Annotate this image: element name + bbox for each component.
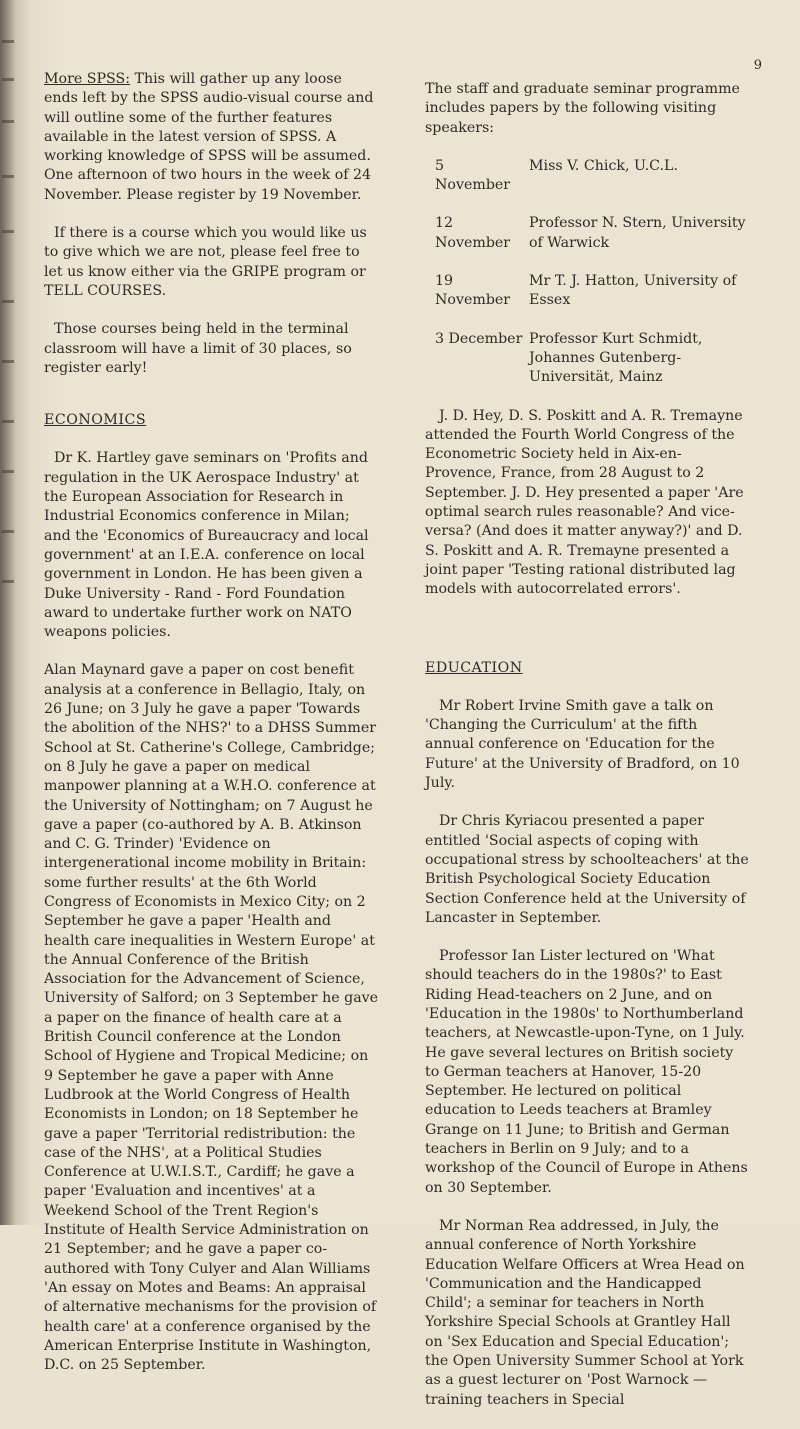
right-column [425, 80, 750, 1429]
more-spss-text: This will gather up any loose ends left by the SPSS audio-visual course and will outline some of the further features available in the latest version of SPSS. A working knowledge of SPSS will be assumed. One afternoon of two hours in the week of 24 November. Please register by 19 November. [44, 71, 374, 203]
hartley-paragraph: Dr K. Hartley gave seminars on 'Profits and regulation in the UK Aerospace Industry' at the European Association for Research in Industrial Economics conference in Milan; and the 'Economics of Bureaucracy and local government' at an I.E.A. conference on local government in London. He has been given a Duke University - Rand - Ford Foundation award to undertake further work on NATO weapons policies. [44, 450, 369, 641]
seminar-date: 5 November [435, 157, 511, 194]
left-column [44, 70, 379, 1394]
education-heading: EDUCATION [425, 659, 523, 676]
page-number: 9 [753, 58, 762, 73]
irvine-paragraph: Mr Robert Irvine Smith gave a talk on 'Changing the Curriculum' at the fifth annual conference on 'Education for the Future' at the University of Bradford, on 10 July. [425, 697, 740, 792]
seminar-row [425, 330, 750, 388]
seminar-row [425, 157, 750, 196]
maynard-paragraph: Alan Maynard gave a paper on cost benefit analysis at a conference in Bellagio, Italy, on 26 June; on 3 July he gave a paper 'Towards the abolition of the NHS?' to a DHSS Summer School at St. Catherine's College, Cambridge; on 8 July he gave a paper on medical manpower planning at a W.H.O. conference at the University of Nottingham; on 7 August he gave a paper (co-authored by A. B. Atkinson and C. G. Trinder) 'Evidence on intergenerational income mobility in Britain: some further results' at the 6th World Congress of Economists in Mexico City; on 2 September he gave a paper 'Health and health care inequalities in Western Europe' at the Annual Conference of the British Association for the Advancement of Science, University of Salford; on 3 September he gave a paper on the finance of health care at a British Council conference at the London School of Hygiene and Tropical Medicine; on 9 September he gave a paper with Anne Ludbrook at the World Congress of Health Economists in London; on 18 September he gave a paper 'Territorial redistribution: the case of the NHS', at a Political Studies Conference at U.W.I.S.T., Cardiff; he gave a paper 'Evaluation and incentives' at a Weekend School of the Trent Region's Institute of Health Service Administration on 21 September; and he gave a paper co-authored with Tony Culyer and Alan Williams 'An essay on Motes and Beams: An appraisal of alternative mechanisms for the provision of health care' at a conference organised by the American Enterprise Institute in Washington, D.C. on 25 September. [44, 662, 379, 1374]
seminar-speaker: Professor Kurt Schmidt, Johannes Gutenberg-Universität, Mainz [529, 330, 703, 386]
book-spine [0, 0, 22, 1225]
kyriacou-paragraph: Dr Chris Kyriacou presented a paper entitled 'Social aspects of coping with occupational stress by schoolteachers' at the British Psychological Society Education Section Conference held at the University of Lancaster in September. [425, 813, 749, 926]
seminar-date: 12 November [435, 215, 511, 251]
seminar-row [425, 214, 750, 253]
seminar-intro: The staff and graduate seminar programme includes papers by the following visiting speakers: [425, 81, 740, 136]
gripe-paragraph: If there is a course which you would like us to give which we are not, please feel free to let us know either via the GRIPE program or TELL COURSES. [44, 225, 367, 299]
seminar-list [425, 157, 750, 388]
seminar-row [425, 272, 750, 311]
economics-heading: ECONOMICS [44, 412, 147, 429]
more-spss-lead: More SPSS: [44, 71, 130, 87]
seminar-speaker: Mr T. J. Hatton, University of Essex [529, 273, 737, 309]
seminar-speaker: Miss V. Chick, U.C.L. [529, 157, 678, 174]
seminar-speaker: Professor N. Stern, University of Warwick [529, 215, 746, 251]
seminar-date: 19 November [435, 273, 511, 309]
lister-paragraph: Professor Ian Lister lectured on 'What should teachers do in the 1980s?' to East Riding Head-teachers on 2 June, and on 'Education in the 1980s' to Northumberland teachers, at Newcastle-upon-Tyne, on 1 July. He gave several lectures on British society to German teachers at Hanover, 15-20 September. He lectured on political education to Leeds teachers at Bramley Grange on 11 June; to British and German teachers in Berlin on 9 July; and to a workshop of the Council of Europe in Athens on 30 September. [425, 948, 748, 1196]
hey-paragraph: J. D. Hey, D. S. Poskitt and A. R. Tremayne attended the Fourth World Congress of the Econometric Society held in Aix-en-Provence, France, from 28 August to 2 September. J. D. Hey presented a paper 'Are optimal search rules reasonable? And vice-versa? (And does it matter anyway?)' and D. S. Poskitt and A. R. Tremayne presented a joint paper 'Testing rational distributed lag models with autocorrelated errors'. [425, 407, 744, 598]
rea-paragraph: Mr Norman Rea addressed, in July, the annual conference of North Yorkshire Education Welfare Officers at Wrea Head on 'Communication and the Handicapped Child'; a seminar for teachers in North Yorkshire Special Schools at Grantley Hall on 'Sex Education and Special Education'; the Open University Summer School at York as a guest lecturer on 'Post Warnock — training teachers in Special [425, 1217, 745, 1408]
terminal-paragraph: Those courses being held in the terminal classroom will have a limit of 30 places, so register early! [44, 321, 352, 376]
more-spss-paragraph [44, 70, 379, 205]
seminar-date: 3 December [435, 330, 523, 347]
